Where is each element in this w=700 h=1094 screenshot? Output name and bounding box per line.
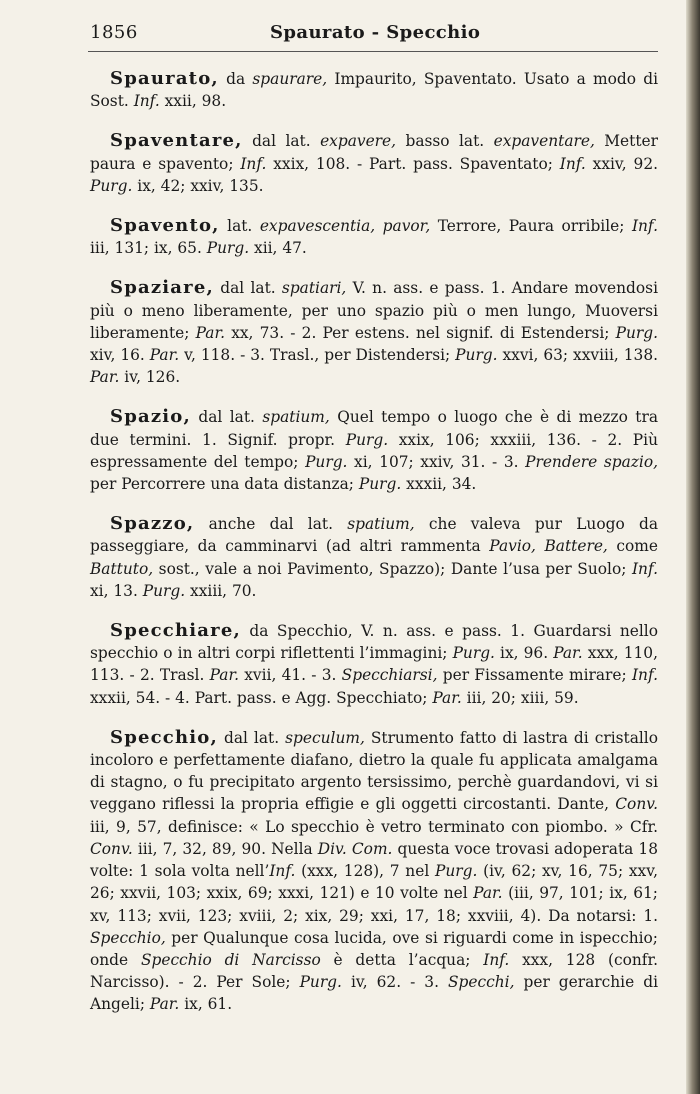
- entry-body: lat. expavescentia, pavor, Terrore, Paura orribile; Inf. iii, 131; ix, 65. Purg. xii, 47.: [90, 217, 658, 258]
- entry-body: dal lat. spatiari, V. n. ass. e pass. 1. Andare movendosi più o meno liberamente, per uno spazio più o men lungo, Muoversi liberamente; Par. xx, 73. - 2. Per estens. nel signif. di Estendersi; Purg. xiv, 16. Par. v, 118. - 3. Trasl., per Distendersi; Purg. xxvi, 63; xxviii, 138. Par. iv, 126.: [90, 279, 658, 387]
- canticle-reference: Inf.: [133, 92, 160, 111]
- entry-spazzo: [90, 513, 658, 602]
- entry-spaziare: [90, 277, 658, 388]
- canticle-reference: Purg.: [142, 581, 186, 600]
- etymology-italic: spatium,: [262, 408, 330, 427]
- etymology-italic: speculum,: [285, 728, 365, 747]
- etymology-italic: spaurare,: [252, 70, 328, 88]
- canticle-reference: Purg.: [455, 346, 498, 365]
- canticle-reference: Purg.: [345, 430, 389, 449]
- headword: Spaventare,: [110, 130, 243, 152]
- entry-specchiare: [90, 620, 658, 709]
- headword: Spaziare,: [110, 277, 214, 299]
- entry-spavento: [90, 215, 658, 259]
- dictionary-entries: [90, 68, 658, 1034]
- headword: Spazio,: [110, 406, 191, 428]
- canticle-reference: Par.: [195, 323, 226, 342]
- etymology-italic: spatiari,: [281, 279, 347, 298]
- canticle-reference: Par.: [149, 995, 180, 1014]
- running-title: Spaurato - Specchio: [270, 22, 481, 43]
- etymology-italic: Specchi,: [448, 973, 515, 992]
- canticle-reference: Inf.: [631, 217, 658, 236]
- entry-body: anche dal lat. spatium, che valeva pur Luogo da passeggiare, da camminarvi (ad altri rammenta Pavio, Battere, come Battuto, sost., vale a noi Pavimento, Spazzo); Dante l’usa per Suolo; Inf. xi, 13. Purg. xxiii, 70.: [90, 515, 658, 600]
- canticle-reference: Inf.: [559, 154, 586, 173]
- canticle-reference: Purg.: [358, 475, 402, 494]
- canticle-reference: Par.: [473, 884, 503, 903]
- canticle-reference: Purg.: [305, 452, 348, 471]
- entry-body: da Specchio, V. n. ass. e pass. 1. Guardarsi nello specchio o in altri corpi riflettenti l’immagini; Purg. ix, 96. Par. xxx, 110, 113. - 2. Trasl. Par. xvii, 41. - 3. Specchiarsi, per Fissamente mirare; Inf. xxxii, 54. - 4. Part. pass. e Agg. Specchiato; Par. iii, 20; xiii, 59.: [90, 622, 658, 707]
- etymology-italic: Specchio di Narcisso: [140, 950, 321, 969]
- canticle-reference: Par.: [432, 688, 462, 707]
- headword: Spazzo,: [110, 513, 195, 535]
- headword: Spavento,: [110, 215, 220, 237]
- etymology-italic: Div. Com.: [317, 839, 393, 858]
- header-rule: [88, 51, 658, 52]
- headword: Specchiare,: [110, 620, 241, 642]
- entry-specchio: [90, 727, 658, 1016]
- canticle-reference: Par.: [90, 368, 120, 387]
- etymology-italic: Conv.: [90, 839, 133, 858]
- canticle-reference: Par.: [553, 644, 583, 663]
- canticle-reference: Purg.: [615, 323, 658, 342]
- page-edge-shadow: [686, 0, 700, 1094]
- canticle-reference: Par.: [149, 346, 180, 365]
- etymology-italic: Battuto,: [90, 559, 154, 578]
- etymology-italic: Conv.: [615, 795, 658, 814]
- etymology-italic: Specchiarsi,: [341, 666, 438, 685]
- canticle-reference: Par.: [209, 666, 240, 685]
- etymology-italic: expaventare,: [493, 132, 595, 151]
- canticle-reference: Inf.: [631, 666, 658, 685]
- etymology-italic: expavescentia, pavor,: [259, 217, 431, 236]
- canticle-reference: Purg.: [90, 176, 133, 195]
- entry-spaventare: [90, 130, 658, 197]
- headword: Spaurato,: [110, 68, 219, 89]
- etymology-italic: Specchio,: [90, 928, 166, 947]
- entry-spazio: [90, 406, 658, 495]
- page-header: [90, 22, 658, 48]
- entry-body: dal lat. spatium, Quel tempo o luogo che è di mezzo tra due termini. 1. Signif. propr. Purg. xxix, 106; xxxiii, 136. - 2. Più espressamente del tempo; Purg. xi, 107; xxiv, 31. - 3. Prendere spazio, per Percorrere una data distanza; Purg. xxxii, 34.: [90, 408, 659, 494]
- canticle-reference: Purg.: [206, 239, 250, 258]
- canticle-reference: Purg.: [452, 644, 495, 663]
- entry-body: da spaurare, Impaurito, Spaventato. Usato a modo di Sost. Inf. xxii, 98.: [90, 70, 659, 111]
- canticle-reference: Inf.: [483, 950, 510, 969]
- entry-body: dal lat. speculum, Strumento fatto di lastra di cristallo incoloro e perfettamente diafano, dietro la quale fu applicata amalgama di stagno, o fu precipitato argento tersissimo, perchè guardandovi, vi si veggano riflessi la propria effigie e gli oggetti circostanti. Dante, Conv. iii, 9, 57, definisce: « Lo specchio è vetro terminato con piombo. » Cfr. Conv. iii, 7, 32, 89, 90. Nella Div. Com. questa voce trovasi adoperata 18 volte: 1 sola volta nell’Inf. (xxx, 128), 7 nel Purg. (iv, 62; xv, 16, 75; xxv, 26; xxvii, 103; xxix, 69; xxxi, 121) e 10 volte nel Par. (iii, 97, 101; ix, 61; xv, 113; xvii, 123; xviii, 2; xix, 29; xxi, 17, 18; xxviii, 4). Da notarsi: 1. Specchio, per Qualunque cosa lucida, ove si riguardi come in ispecchio; onde Specchio di Narcisso è detta l’acqua; Inf. xxx, 128 (confr. Narcisso). - 2. Per Sole; Purg. iv, 62. - 3. Specchi, per gerarchie di Angeli; Par. ix, 61.: [90, 728, 659, 1014]
- canticle-reference: Purg.: [434, 862, 478, 881]
- etymology-italic: Prendere spazio,: [525, 452, 658, 471]
- etymology-italic: Pavio, Battere,: [489, 537, 608, 556]
- etymology-italic: spatium,: [347, 515, 415, 534]
- headword: Specchio,: [110, 726, 218, 748]
- canticle-reference: Purg.: [299, 973, 342, 992]
- entry-spaurato: [90, 68, 658, 112]
- entry-body: dal lat. expavere, basso lat. expaventare, Metter paura e spavento; Inf. xxix, 108. - Part. pass. Spaventato; Inf. xxiv, 92. Purg. ix, 42; xxiv, 135.: [90, 132, 658, 195]
- canticle-reference: Inf.: [240, 154, 267, 173]
- etymology-italic: expavere,: [320, 132, 397, 151]
- page-number: 1856: [90, 22, 138, 43]
- canticle-reference: Inf.: [631, 559, 658, 578]
- canticle-reference: Inf.: [269, 862, 296, 881]
